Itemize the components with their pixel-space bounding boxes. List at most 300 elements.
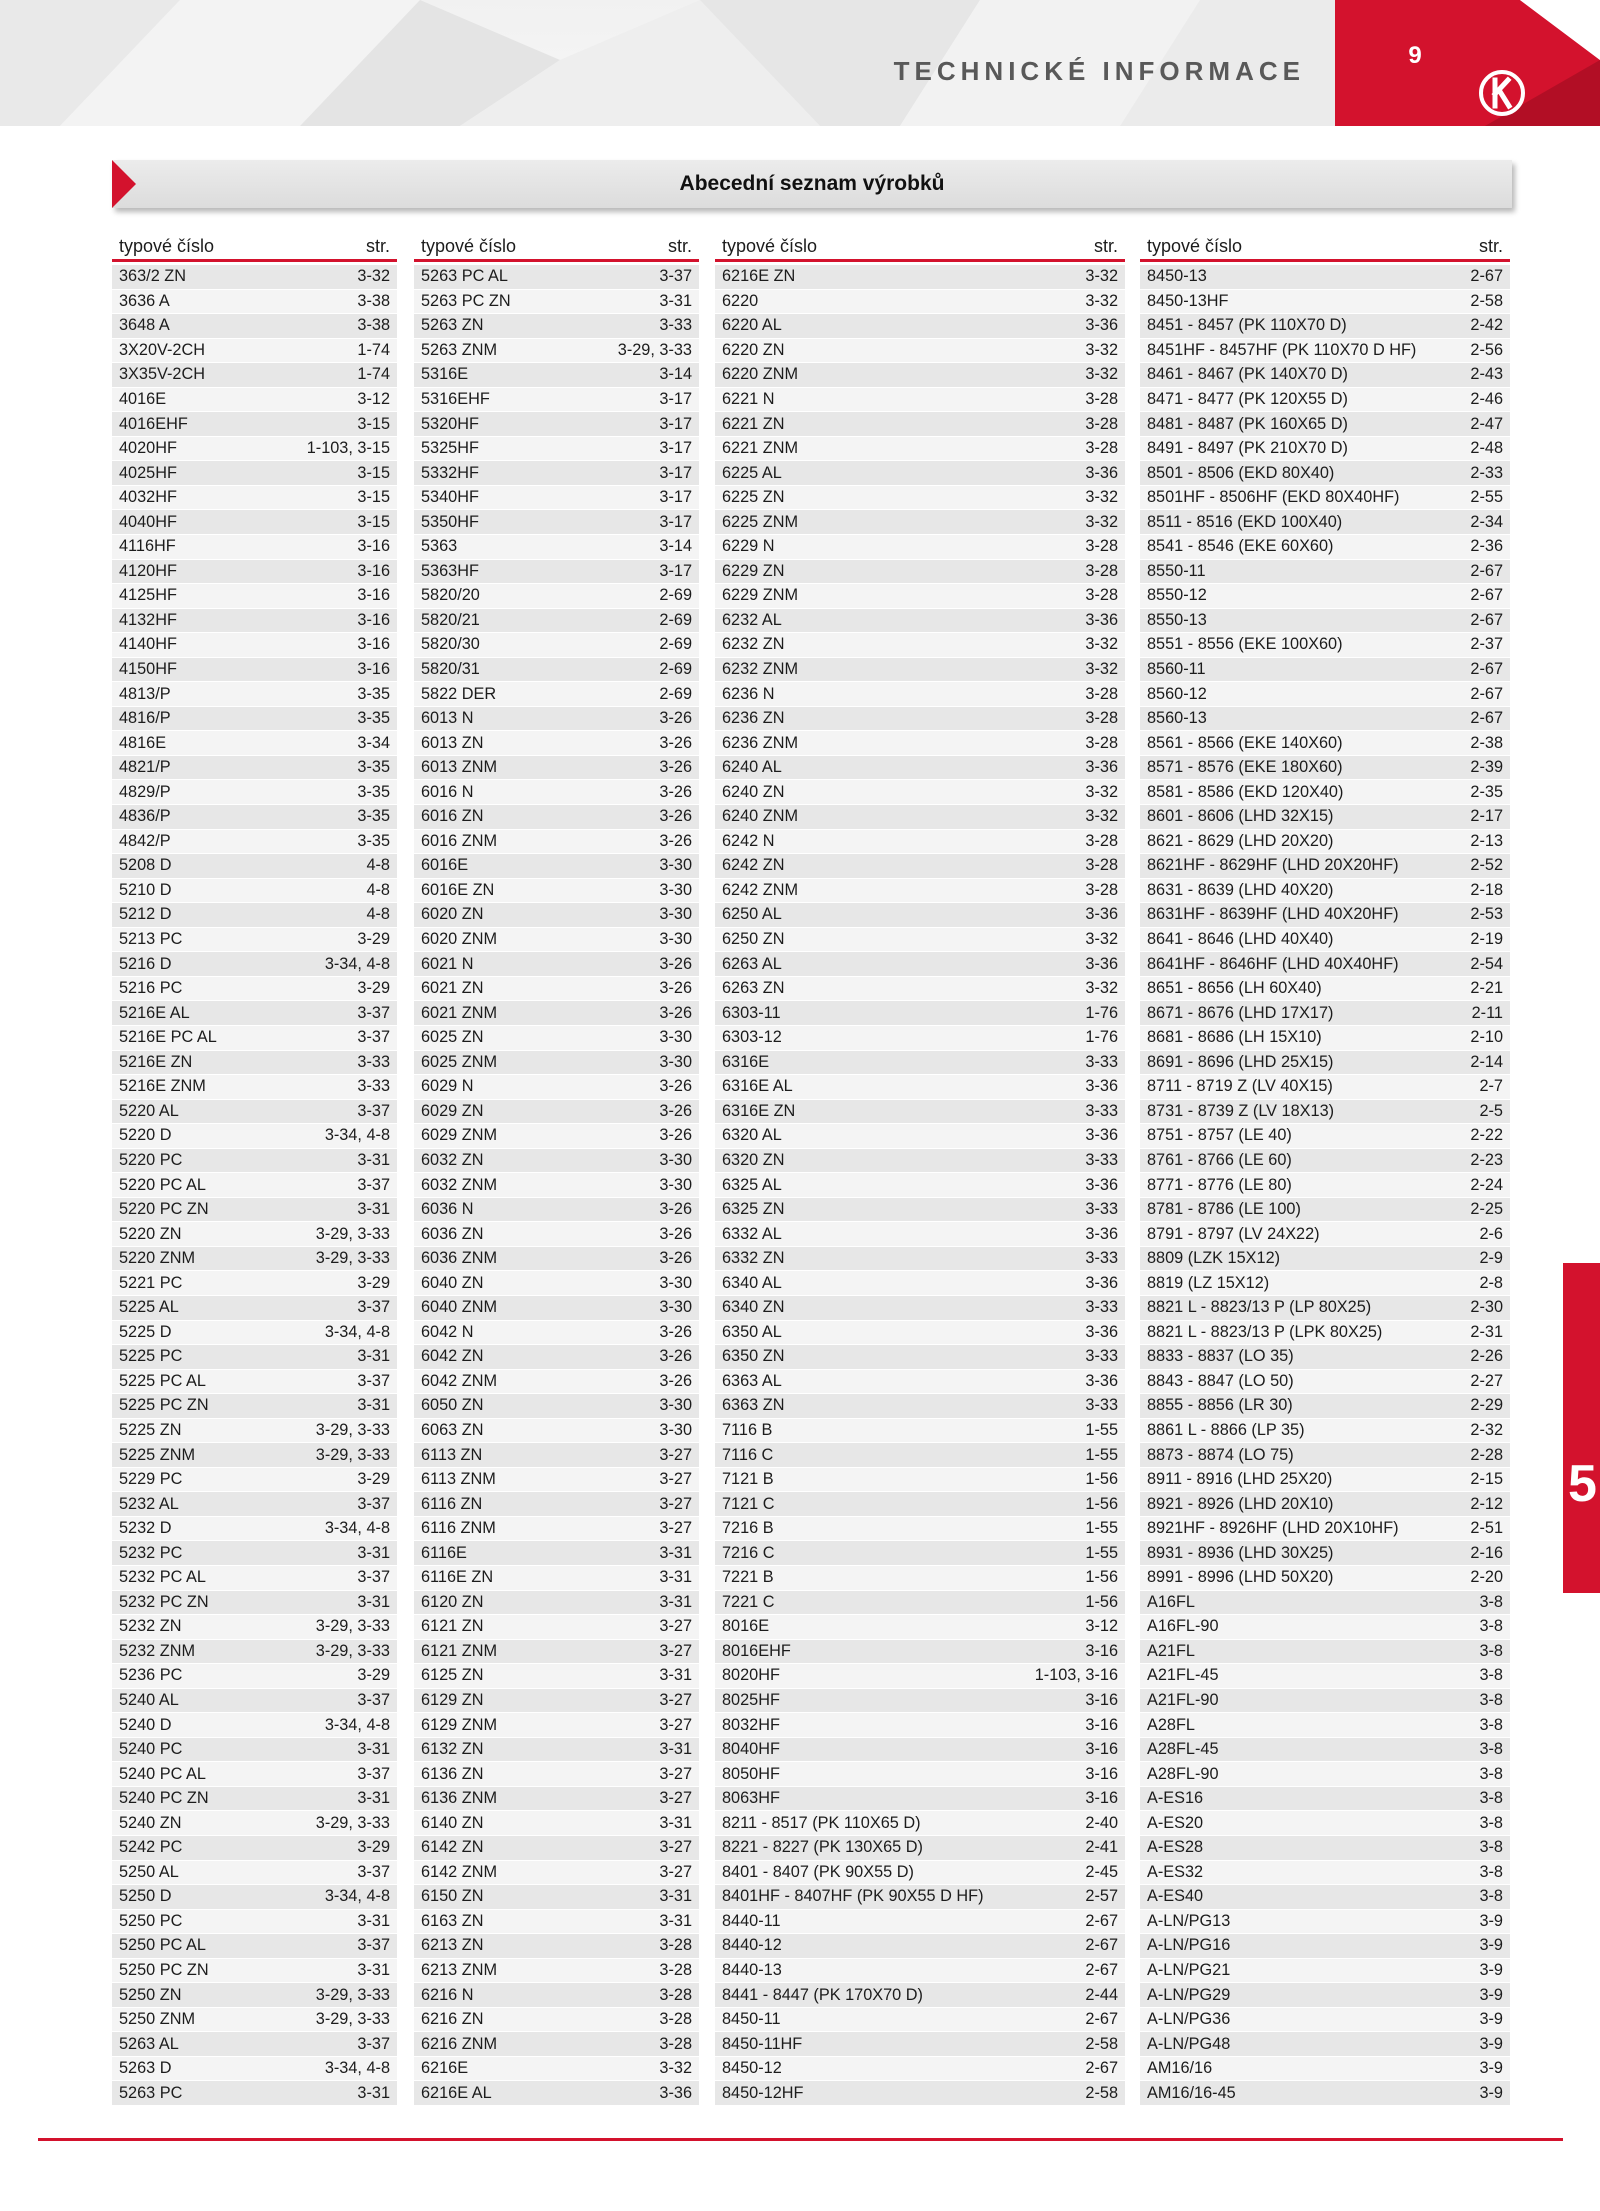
page-reference: 3-32	[1085, 930, 1118, 949]
table-row	[414, 1198, 699, 1223]
page-reference: 3-26	[659, 1101, 692, 1120]
page-reference: 3-28	[1085, 439, 1118, 458]
table-row	[112, 682, 397, 707]
table-row	[112, 1247, 397, 1272]
table-row	[715, 1836, 1125, 1861]
table-row	[1140, 1934, 1510, 1959]
page-reference: 3-29, 3-33	[315, 1445, 390, 1464]
product-code: 8833 - 8837 (LO 35)	[1147, 1347, 1294, 1366]
table-row	[414, 1640, 699, 1665]
product-code: 6229 ZNM	[722, 586, 799, 605]
product-code: 5220 AL	[119, 1101, 179, 1120]
page-reference: 3-29, 3-33	[617, 340, 692, 359]
page-reference: 3-8	[1479, 1764, 1503, 1783]
product-code: 7216 B	[722, 1519, 774, 1538]
page-reference: 3-26	[659, 758, 692, 777]
page-reference: 3-32	[1085, 291, 1118, 310]
product-code: 8843 - 8847 (LO 50)	[1147, 1371, 1294, 1390]
page-reference: 2-32	[1470, 1420, 1503, 1439]
page-reference: 3-29, 3-33	[315, 1985, 390, 2004]
table-row	[715, 510, 1125, 535]
product-code: A28FL-45	[1147, 1740, 1219, 1759]
product-code: 8501 - 8506 (EKD 80X40)	[1147, 463, 1335, 482]
product-code: 6121 ZN	[421, 1617, 484, 1636]
page-reference: 3-32	[1085, 512, 1118, 531]
product-code: 5220 PC	[119, 1150, 183, 1169]
product-code: 6036 N	[421, 1200, 474, 1219]
product-code: 7221 B	[722, 1568, 774, 1587]
page-reference: 2-39	[1470, 758, 1503, 777]
table-row	[112, 1640, 397, 1665]
page-reference: 3-30	[659, 905, 692, 924]
product-code: 6240 ZNM	[722, 807, 799, 826]
page-reference: 2-38	[1470, 733, 1503, 752]
product-code: 5240 D	[119, 1715, 172, 1734]
table-row	[1140, 584, 1510, 609]
page-reference: 3-37	[357, 1568, 390, 1587]
product-code: 6236 N	[722, 684, 775, 703]
product-code: A-LN/PG48	[1147, 2034, 1231, 2053]
product-code: 5240 PC ZN	[119, 1789, 209, 1808]
page-reference: 3-37	[357, 1003, 390, 1022]
page-reference: 3-31	[357, 1789, 390, 1808]
table-row	[414, 1296, 699, 1321]
product-code: 8560-11	[1147, 660, 1206, 679]
page-reference: 3-37	[357, 1028, 390, 1047]
page-reference: 3-34, 4-8	[324, 954, 390, 973]
product-code: 8681 - 8686 (LH 15X10)	[1147, 1028, 1322, 1047]
product-code: 8451HF - 8457HF (PK 110X70 D HF)	[1147, 340, 1417, 359]
table-row	[1140, 412, 1510, 437]
product-code: 4016EHF	[119, 414, 188, 433]
section-title: Abecední seznam výrobků	[679, 172, 945, 195]
table-row	[414, 1517, 699, 1542]
table-row	[414, 584, 699, 609]
product-code: 4140HF	[119, 635, 177, 654]
table-row	[1140, 1959, 1510, 1984]
table-row	[414, 977, 699, 1002]
table-row	[112, 1983, 397, 2008]
page-reference: 3-17	[659, 488, 692, 507]
table-row	[414, 1615, 699, 1640]
product-code: 6263 ZN	[722, 979, 785, 998]
product-code: 6113 ZNM	[421, 1470, 496, 1489]
table-row	[414, 1861, 699, 1886]
page-reference: 3-30	[659, 1150, 692, 1169]
product-code: 6242 N	[722, 831, 775, 850]
table-row	[1140, 1124, 1510, 1149]
page-reference: 3-27	[659, 1690, 692, 1709]
page-reference: 3-34	[357, 733, 390, 752]
table-row	[715, 1738, 1125, 1763]
product-code: 8861 L - 8866 (LP 35)	[1147, 1420, 1305, 1439]
product-code: 6142 ZN	[421, 1838, 484, 1857]
table-row	[1140, 1811, 1510, 1836]
product-code: 8571 - 8576 (EKE 180X60)	[1147, 758, 1343, 777]
table-row	[715, 1492, 1125, 1517]
page-reference: 3-8	[1479, 1690, 1503, 1709]
page-reference: 1-56	[1085, 1592, 1118, 1611]
page-reference: 2-44	[1085, 1985, 1118, 2004]
page-reference: 2-27	[1470, 1371, 1503, 1390]
product-code: 4116HF	[119, 537, 176, 556]
page-reference: 3-32	[1085, 807, 1118, 826]
table-row	[414, 1811, 699, 1836]
table-row	[715, 830, 1125, 855]
product-code: 5216E ZNM	[119, 1077, 206, 1096]
product-code: 8581 - 8586 (EKD 120X40)	[1147, 782, 1344, 801]
product-code: 5325HF	[421, 439, 479, 458]
table-row	[414, 1689, 699, 1714]
product-code: 6250 AL	[722, 905, 782, 924]
product-code: 6225 ZN	[722, 488, 785, 507]
table-row	[1140, 1051, 1510, 1076]
table-row	[112, 1198, 397, 1223]
page-reference: 3-32	[1085, 635, 1118, 654]
table-row	[414, 1762, 699, 1787]
table-row	[112, 290, 397, 315]
table-row	[1140, 1541, 1510, 1566]
product-code: 5221 PC	[119, 1273, 183, 1292]
table-row	[715, 461, 1125, 486]
product-code: 5216 PC	[119, 979, 183, 998]
product-code: AM16/16	[1147, 2059, 1213, 2078]
page-reference: 1-55	[1085, 1543, 1118, 1562]
product-code: 6032 ZN	[421, 1150, 484, 1169]
page-reference: 3-37	[357, 1494, 390, 1513]
page-reference: 3-36	[1085, 1077, 1118, 1096]
page-reference: 2-67	[1085, 1936, 1118, 1955]
product-code: 5820/21	[421, 610, 480, 629]
page-reference: 1-55	[1085, 1519, 1118, 1538]
product-code: 6042 ZNM	[421, 1371, 498, 1390]
table-row	[414, 756, 699, 781]
product-code: A-LN/PG13	[1147, 1911, 1231, 1930]
table-row	[414, 1713, 699, 1738]
page-reference: 2-24	[1470, 1175, 1503, 1194]
page-reference: 3-26	[659, 807, 692, 826]
page-reference: 2-53	[1470, 905, 1503, 924]
table-row	[1140, 879, 1510, 904]
table-row	[414, 1026, 699, 1051]
table-row	[414, 928, 699, 953]
table-row	[414, 707, 699, 732]
product-code: 8511 - 8516 (EKD 100X40)	[1147, 512, 1343, 531]
table-row	[112, 1468, 397, 1493]
page-reference: 3-38	[357, 316, 390, 335]
page-reference: 3-8	[1479, 1789, 1503, 1808]
page-reference: 3-28	[659, 2034, 692, 2053]
page-reference: 3-33	[1085, 1052, 1118, 1071]
product-code: 8471 - 8477 (PK 120X55 D)	[1147, 390, 1348, 408]
table-row	[112, 1321, 397, 1346]
page-reference: 3-9	[1479, 1985, 1503, 2004]
product-code: 8641HF - 8646HF (LHD 40X40HF)	[1147, 954, 1399, 973]
product-code: 4025HF	[119, 463, 177, 482]
page-reference: 3-34, 4-8	[324, 1126, 390, 1145]
table-row	[715, 412, 1125, 437]
product-code: 6316E ZN	[722, 1101, 796, 1120]
page-reference: 3-33	[1085, 1298, 1118, 1317]
page-reference: 2-36	[1470, 537, 1503, 556]
table-row	[112, 1885, 397, 1910]
product-code: 6020 ZNM	[421, 930, 498, 949]
page-reference: 3-16	[357, 537, 390, 556]
page-reference: 3-33	[357, 1077, 390, 1096]
table-row	[112, 363, 397, 388]
table-row	[414, 1001, 699, 1026]
table-row	[1140, 731, 1510, 756]
page-reference: 3-26	[659, 1249, 692, 1268]
page-reference: 3-28	[1085, 684, 1118, 703]
page-reference: 1-76	[1085, 1028, 1118, 1047]
table-row	[715, 1173, 1125, 1198]
table-row	[414, 658, 699, 683]
page-reference: 3-30	[659, 880, 692, 899]
product-code: A-ES20	[1147, 1813, 1204, 1832]
product-code: 8016EHF	[722, 1641, 791, 1660]
table-row	[414, 1345, 699, 1370]
product-code: 4016E	[119, 390, 167, 408]
page-reference: 2-9	[1479, 1249, 1503, 1268]
product-code: 6021 N	[421, 954, 474, 973]
product-code: 8501HF - 8506HF (EKD 80X40HF)	[1147, 488, 1400, 507]
product-code: 5240 PC AL	[119, 1764, 206, 1783]
product-code: 6025 ZN	[421, 1028, 484, 1047]
table-row	[1140, 1566, 1510, 1591]
product-code: 6213 ZN	[421, 1936, 484, 1955]
table-row	[1140, 1983, 1510, 2008]
table-row	[112, 1051, 397, 1076]
page-reference: 2-45	[1085, 1862, 1118, 1881]
page-reference: 3-12	[1085, 1617, 1118, 1636]
page-reference: 3-26	[659, 1371, 692, 1390]
page-reference: 1-103, 3-16	[1034, 1666, 1118, 1685]
table-row	[715, 707, 1125, 732]
page-reference: 3-26	[659, 1003, 692, 1022]
table-row	[112, 977, 397, 1002]
table-row	[715, 1370, 1125, 1395]
product-code: A-ES40	[1147, 1887, 1204, 1906]
column-header	[715, 232, 1125, 262]
table-row	[715, 1075, 1125, 1100]
page-reference: 2-57	[1085, 1887, 1118, 1906]
page-reference: 2-54	[1470, 954, 1503, 973]
table-row	[1140, 1173, 1510, 1198]
page-reference: 2-67	[1470, 684, 1503, 703]
page-reference: 2-67	[1470, 586, 1503, 605]
table-row	[715, 1787, 1125, 1812]
table-row	[1140, 1001, 1510, 1026]
product-code: 6220 AL	[722, 316, 782, 335]
product-code: 5250 PC	[119, 1911, 183, 1930]
table-row	[715, 584, 1125, 609]
product-code: 6303-12	[722, 1028, 782, 1047]
product-code: 6116 ZN	[421, 1494, 483, 1513]
page-reference: 3-29	[357, 1470, 390, 1489]
page-reference: 3-31	[659, 1592, 692, 1611]
product-code: 6229 ZN	[722, 561, 785, 580]
page-reference: 3-27	[659, 1838, 692, 1857]
page-reference: 4-8	[366, 880, 390, 899]
product-code: 8751 - 8757 (LE 40)	[1147, 1126, 1292, 1145]
table-row	[1140, 1026, 1510, 1051]
product-code: 6320 AL	[722, 1126, 782, 1145]
product-code: 6163 ZN	[421, 1911, 484, 1930]
page-reference: 3-28	[1085, 414, 1118, 433]
page-reference: 3-26	[659, 954, 692, 973]
table-row	[1140, 461, 1510, 486]
table-row	[1140, 609, 1510, 634]
page-reference: 2-67	[1470, 709, 1503, 728]
product-code: 6040 ZNM	[421, 1298, 498, 1317]
table-row	[414, 854, 699, 879]
page-reference: 2-34	[1470, 512, 1503, 531]
page-reference: 3-36	[1085, 1273, 1118, 1292]
product-code: 6120 ZN	[421, 1592, 484, 1611]
product-code: 5316EHF	[421, 390, 490, 408]
page-reference: 3-27	[659, 1617, 692, 1636]
page-reference: 3-26	[659, 733, 692, 752]
product-code: 6242 ZNM	[722, 880, 799, 899]
product-code: 7216 C	[722, 1543, 775, 1562]
page-reference: 3-37	[357, 1862, 390, 1881]
page-reference: 3-26	[659, 782, 692, 801]
table-row	[112, 2008, 397, 2033]
product-code: 7116 C	[722, 1445, 774, 1464]
page-reference: 2-31	[1470, 1322, 1503, 1341]
table-row	[112, 486, 397, 511]
page-reference: 2-67	[1085, 2059, 1118, 2078]
table-row	[715, 1100, 1125, 1125]
page-reference: 3-36	[1085, 463, 1118, 482]
page-reference: 3-27	[659, 1445, 692, 1464]
page-reference: 1-56	[1085, 1568, 1118, 1587]
table-row	[715, 1861, 1125, 1886]
table-row	[1140, 1149, 1510, 1174]
page-reference: 3-34, 4-8	[324, 1715, 390, 1734]
table-row	[715, 1026, 1125, 1051]
page-reference: 3-29	[357, 1838, 390, 1857]
product-code: 5225 ZN	[119, 1420, 182, 1439]
table-row	[112, 1910, 397, 1935]
table-row	[112, 756, 397, 781]
product-code: 5232 ZNM	[119, 1641, 196, 1660]
page-reference: 3-37	[357, 1371, 390, 1390]
page-reference: 3-30	[659, 1052, 692, 1071]
page-reference: 3-37	[357, 2034, 390, 2053]
page-reference: 3-29	[357, 1666, 390, 1685]
table-row	[715, 1271, 1125, 1296]
product-code: 8491 - 8497 (PK 210X70 D)	[1147, 439, 1348, 458]
page-reference: 3-27	[659, 1789, 692, 1808]
product-code: 6220 ZNM	[722, 365, 799, 384]
product-code: 8461 - 8467 (PK 140X70 D)	[1147, 365, 1348, 384]
product-code: 6220	[722, 291, 759, 310]
page-reference: 3-29, 3-33	[315, 1641, 390, 1660]
table-row	[1140, 1885, 1510, 1910]
table-row	[1140, 363, 1510, 388]
table-row	[112, 707, 397, 732]
table-row	[414, 682, 699, 707]
product-code: 5363	[421, 537, 458, 556]
product-code: 6050 ZN	[421, 1396, 484, 1415]
page-reference: 3-35	[357, 807, 390, 826]
table-row	[715, 339, 1125, 364]
product-code: 5225 D	[119, 1322, 172, 1341]
table-row	[112, 1419, 397, 1444]
table-row	[112, 1001, 397, 1026]
table-row	[1140, 756, 1510, 781]
product-code: 8450-13HF	[1147, 291, 1229, 310]
index-column-4	[1140, 232, 1510, 2106]
page-reference: 3-8	[1479, 1666, 1503, 1685]
product-code: 6216 ZN	[421, 2010, 484, 2029]
product-code: 5216E AL	[119, 1003, 190, 1022]
page-reference: 3-8	[1479, 1641, 1503, 1660]
table-row	[112, 1173, 397, 1198]
page-reference: 2-58	[1085, 2083, 1118, 2102]
product-code: 6340 ZN	[722, 1298, 785, 1317]
product-code: 8401 - 8407 (PK 90X55 D)	[722, 1862, 914, 1881]
table-row	[715, 805, 1125, 830]
table-row	[112, 1517, 397, 1542]
product-code: 8440-13	[722, 1961, 782, 1979]
page-reference: 3-36	[1085, 1126, 1118, 1145]
product-code: 4040HF	[119, 512, 177, 531]
table-row	[715, 1419, 1125, 1444]
page-reference: 3-34, 4-8	[324, 1887, 390, 1906]
table-row	[1140, 314, 1510, 339]
page-reference: 3-29, 3-33	[315, 1617, 390, 1636]
product-code: A21FL-45	[1147, 1666, 1219, 1685]
product-code: 6350 AL	[722, 1322, 782, 1341]
page-reference: 3-31	[357, 1396, 390, 1415]
page-reference: 2-30	[1470, 1298, 1503, 1317]
table-row	[715, 1296, 1125, 1321]
product-code: A-LN/PG16	[1147, 1936, 1231, 1955]
table-row	[112, 1296, 397, 1321]
product-code: 8560-13	[1147, 709, 1207, 728]
table-row	[414, 1051, 699, 1076]
product-code: 5820/30	[421, 635, 480, 654]
table-row	[715, 1443, 1125, 1468]
product-code: 8711 - 8719 Z (LV 40X15)	[1147, 1077, 1333, 1096]
column-header	[414, 232, 699, 262]
page-reference: 2-52	[1470, 856, 1503, 875]
page-reference: 2-15	[1470, 1470, 1503, 1489]
product-code: 5216 D	[119, 954, 172, 973]
table-row	[1140, 854, 1510, 879]
page-reference: 3-26	[659, 709, 692, 728]
table-row	[1140, 1198, 1510, 1223]
table-row	[112, 1100, 397, 1125]
product-code: 4020HF	[119, 439, 177, 458]
table-row	[112, 1689, 397, 1714]
table-row	[112, 412, 397, 437]
product-code: 4836/P	[119, 807, 171, 826]
page-reference: 3-31	[357, 1740, 390, 1759]
table-row	[112, 1787, 397, 1812]
product-code: 5220 PC ZN	[119, 1200, 209, 1219]
table-row	[1140, 903, 1510, 928]
table-row	[715, 1149, 1125, 1174]
product-code: 6232 ZN	[722, 635, 785, 654]
table-row	[414, 903, 699, 928]
product-code: 5220 D	[119, 1126, 172, 1145]
table-row	[414, 1443, 699, 1468]
page-reference: 3-28	[1085, 880, 1118, 899]
